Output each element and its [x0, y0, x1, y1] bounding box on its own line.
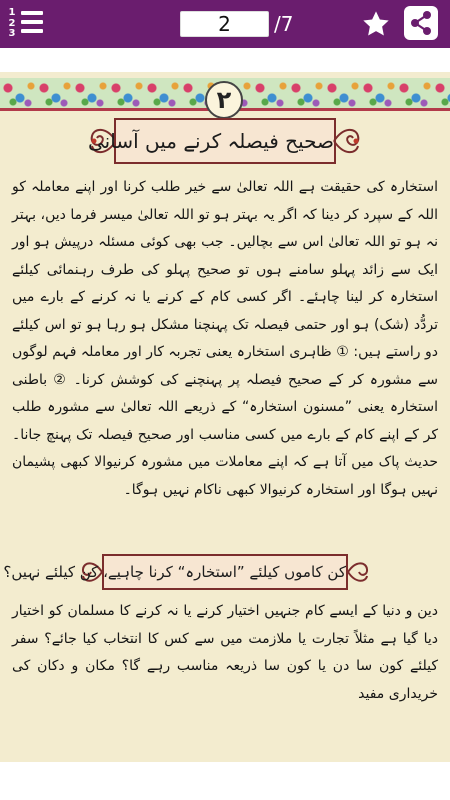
- page-number-input[interactable]: 2: [180, 11, 269, 37]
- page-total-label: /7: [274, 12, 294, 36]
- chapter-number-badge: ۲: [205, 81, 243, 119]
- share-button[interactable]: [404, 6, 438, 40]
- chapter-title-box: [87, 118, 336, 164]
- chapter-title: صحیح فیصلہ کرنے میں آسانی: [87, 129, 334, 153]
- chapter-title-frame: [88, 110, 362, 172]
- numbered-list-icon: 1 2 3: [8, 7, 16, 39]
- ornament-right-icon: [332, 124, 362, 158]
- list-lines-icon: [21, 11, 43, 38]
- book-page[interactable]: [0, 72, 450, 762]
- share-icon: [404, 6, 438, 40]
- subheading-frame: [3, 550, 370, 594]
- table-of-contents-button[interactable]: [6, 8, 44, 40]
- body-paragraph-2: دین و دنیا کے ایسے کام جنہیں اختیار کرنے یا نہ کرنے کا مسلمان کو اختیار دیا گیا ہے مثلاً تجارت یا ملازمت میں سے کس کا انتخاب کیا جائے؟ سفر کیلئے کون سا دن یا کون سا ذریعہ مناسب رہے گا؟ مکان و دکان کی خریداری مفید: [12, 603, 438, 702]
- top-toolbar: [0, 0, 450, 48]
- body-paragraph-1: استخارہ کی حقیقت ہے اللہ تعالیٰ سے خیر طلب کرنا اور اپنے معاملہ کو اللہ کے سپرد کر دینا کہ اگر یہ بہتر ہو تو اللہ تعالیٰ میسر فرما دیں، بہتر نہ ہو تو اللہ تعالیٰ اس سے بچالیں۔ جب بھی کوئی مسئلہ درپیش ہو اور ایک سے زائد پہلو سامنے ہوں تو صحیح پہلو کی طرف رہنمائی کیلئے استخارہ کر لینا چاہئے۔ اگر کسی کام کے کرنے یا نہ کرنے کے بارے میں تردُّد (شک) ہو اور حتمی فیصلہ تک پہنچنا مشکل ہو رہا ہو تو اس کیلئے دو راستے ہیں: ① ظاہری استخارہ یعنی تجربہ کار اور معاملہ فہم لوگوں سے مشورہ کر کے صحیح فیصلہ پر پہنچنے کی کوشش کرنا۔ ② باطنی استخارہ یعنی ”مسنون استخارہ“ کے ذریعے اللہ تعالیٰ سے مشورہ طلب کر کے اپنے کام کے بارے میں کسی مناسب اور صحیح فیصلہ تک پہنچ جانا۔ حدیث پاک میں آتا ہے کہ اپنے معاملات میں مشورہ کرنیوالا کبھی پشیمان نہیں ہوگا اور استخارہ کرنیوالا کبھی ناکام نہیں ہوگا۔: [12, 179, 438, 498]
- subheading-text: کن کاموں کیلئے ”استخارہ“ کرنا چاہیے، کن کیلئے نہیں؟: [102, 554, 348, 590]
- subheading-ornament-right-icon: [346, 558, 370, 586]
- star-icon[interactable]: [360, 8, 392, 40]
